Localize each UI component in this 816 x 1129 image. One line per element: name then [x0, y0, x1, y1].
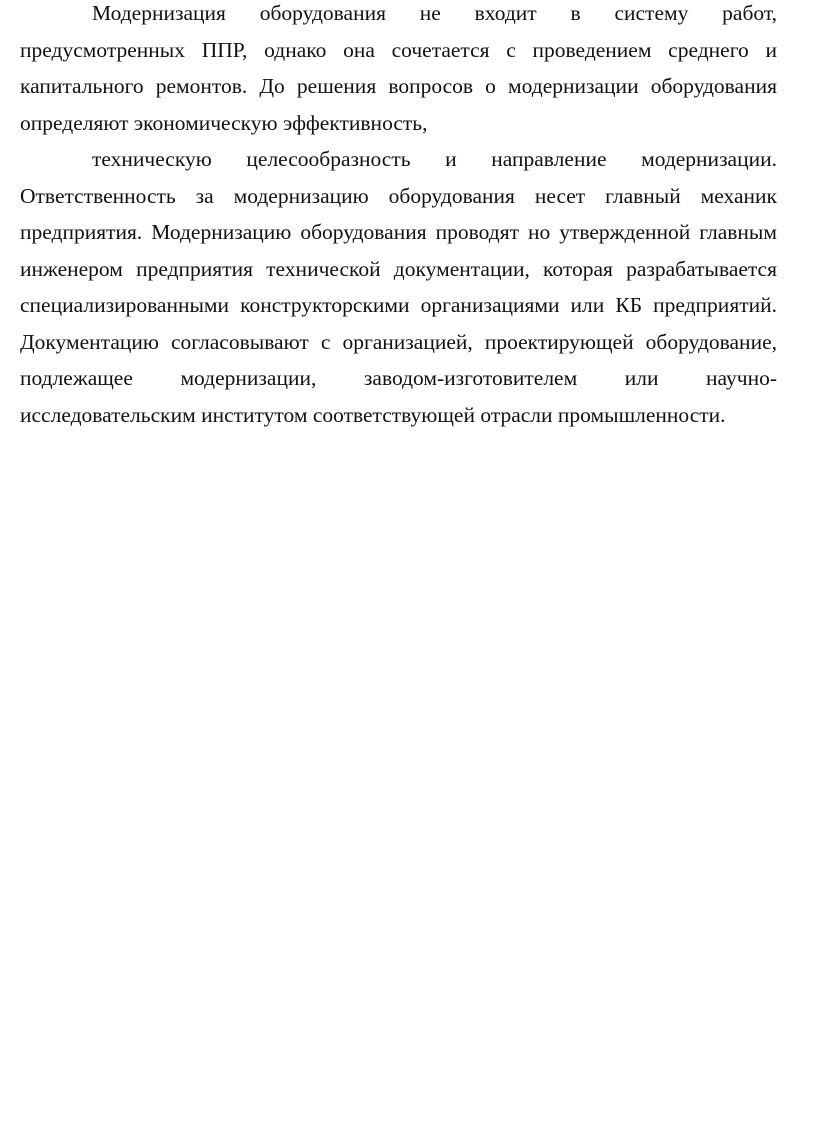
paragraph-line: техническую целесообразность и направление модернизации.	[92, 147, 777, 171]
paragraph-line: специализированными конструкторскими организациями или КБ предприятий.	[20, 293, 777, 317]
paragraph-line: определяют экономическую эффективность,	[20, 110, 428, 135]
paragraph-line: инженером предприятия технической документации, которая разрабатывается	[20, 256, 777, 281]
paragraph-2	[20, 141, 777, 433]
document-body	[20, 0, 777, 433]
paragraph-line: предусмотренных ППР, однако она сочетается с проведением среднего и	[20, 37, 777, 62]
paragraph-line: Документацию согласовывают с организацией, проектирующей оборудование,	[20, 329, 777, 354]
paragraph-line: Модернизация оборудования не входит в систему работ,	[92, 1, 777, 25]
paragraph-line: Ответственность за модернизацию оборудования несет главный механик	[20, 183, 777, 208]
paragraph-line: капитального ремонтов. До решения вопросов о модернизации оборудования	[20, 74, 777, 98]
paragraph-line: подлежащее модернизации, заводом-изготовителем или научно-	[20, 366, 777, 390]
paragraph-line: исследовательским институтом соответствующей отрасли промышленности.	[20, 402, 726, 427]
paragraph-line: предприятия. Модернизацию оборудования проводят но утвержденной главным	[20, 220, 777, 244]
paragraph-1	[20, 0, 777, 141]
